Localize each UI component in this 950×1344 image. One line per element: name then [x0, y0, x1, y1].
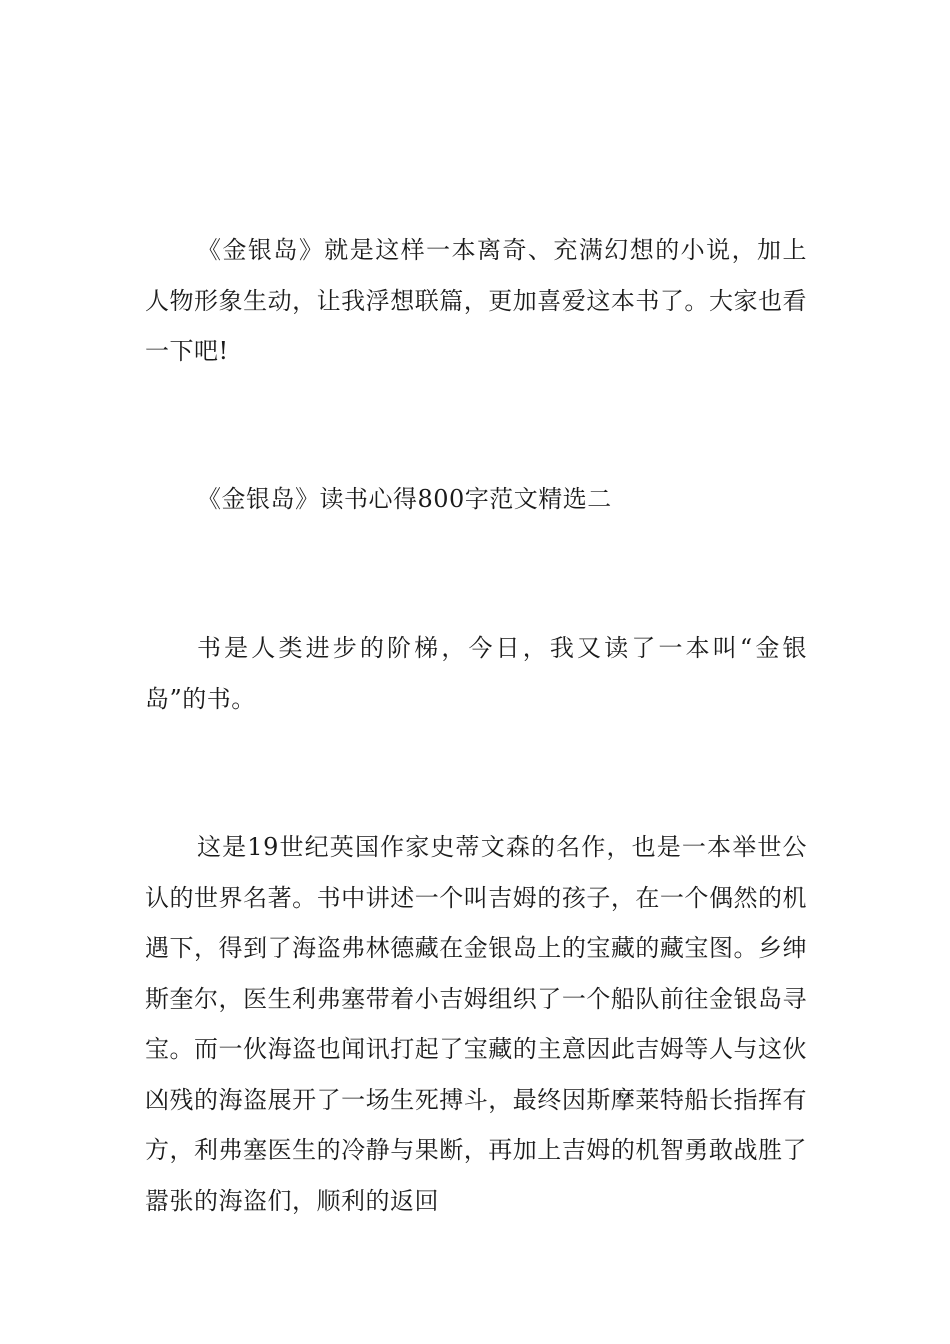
paragraph-summary: 这是19世纪英国作家史蒂文森的名作，也是一本举世公认的世界名著。书中讲述一个叫吉姆的孩子，在一个偶然的机遇下，得到了海盗弗林德藏在金银岛上的宝藏的藏宝图。乡绅斯奎尔，医生利弗塞带着小吉姆组织了一个船队前往金银岛寻宝。而一伙海盗也闻讯打起了宝藏的主意因此吉姆等人与这伙凶残的海盗展开了一场生死搏斗，最终因斯摩莱特船长指挥有方，利弗塞医生的冷静与果断，再加上吉姆的机智勇敢战胜了嚣张的海盗们，顺利的返回 — [145, 833, 807, 1215]
paragraph-intro: 书是人类进步的阶梯，今日，我又读了一本叫“金银岛”的书。 — [145, 634, 807, 713]
paragraph-conclusion: 《金银岛》就是这样一本离奇、充满幻想的小说，加上人物形象生动，让我浮想联篇，更加喜爱这本书了。大家也看一下吧! — [145, 236, 807, 365]
section-heading: 《金银岛》读书心得800字范文精选二 — [197, 485, 612, 513]
